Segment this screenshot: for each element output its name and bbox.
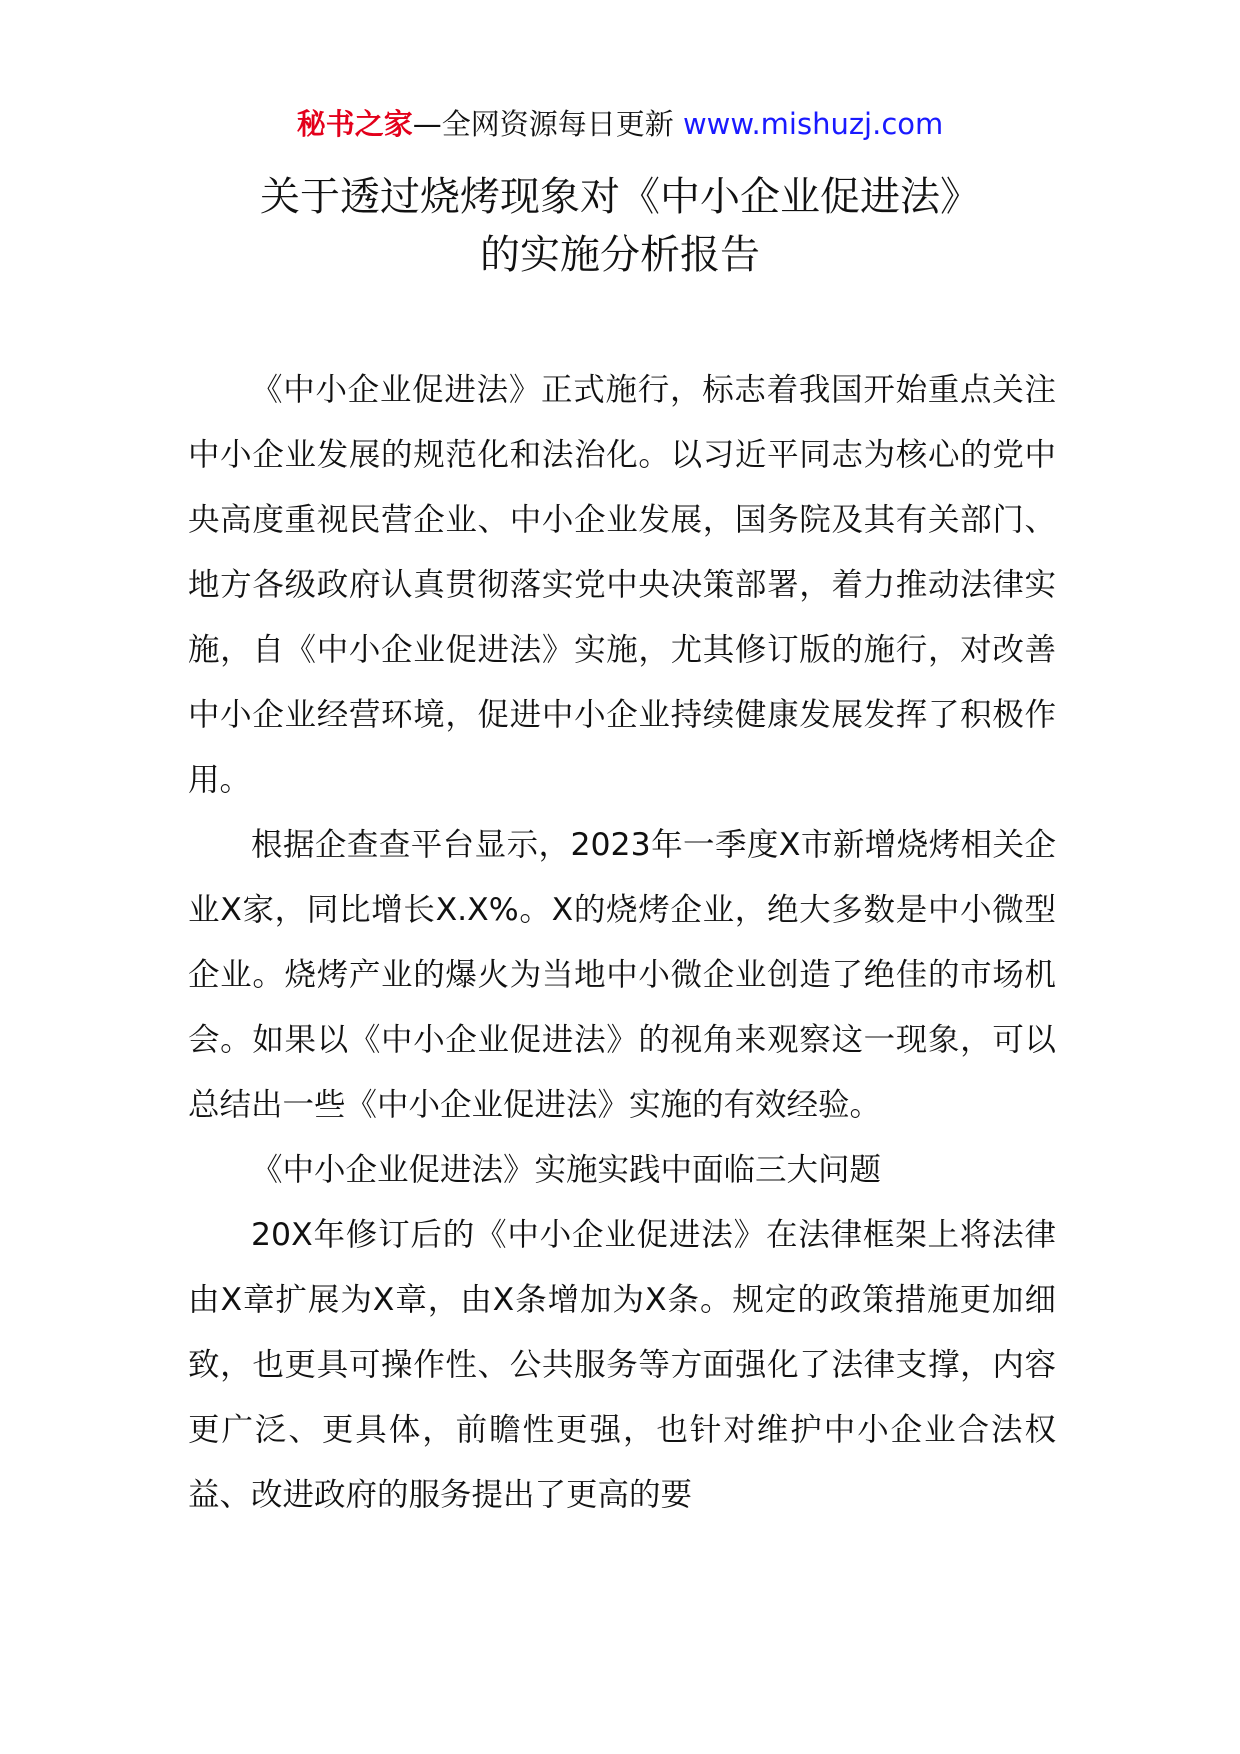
title-line-2: 的实施分析报告 bbox=[480, 232, 760, 278]
body-paragraph-2: 根据企查查平台显示，2023年一季度X市新增烧烤相关企业X家，同比增长X.X%。X的烧烤企业，绝大多数是中小微型企业。烧烤产业的爆火为当地中小微企业创造了绝佳的市场机会。如果以《中小企业促进法》的视角来观察这一现象，可以总结出一些《中小企业促进法》实施的有效经验。 bbox=[188, 827, 1056, 1123]
title-line-1: 关于透过烧烤现象对《中小企业促进法》 bbox=[260, 174, 980, 220]
section-heading: 《中小企业促进法》实施实践中面临三大问题 bbox=[251, 1152, 882, 1188]
site-banner bbox=[0, 104, 1240, 144]
site-slogan: —全网资源每日更新 bbox=[412, 107, 674, 141]
document-body bbox=[188, 358, 1056, 1528]
body-paragraph-3: 20X年修订后的《中小企业促进法》在法律框架上将法律由X章扩展为X章，由X条增加为X条。规定的政策措施更加细致，也更具可操作性、公共服务等方面强化了法律支撑，内容更广泛、更具体，前瞻性更强，也针对维护中小企业合法权益、改进政府的服务提出了更高的要 bbox=[188, 1217, 1056, 1513]
site-url-link[interactable]: www.mishuzj.com bbox=[682, 107, 944, 141]
document-title bbox=[0, 168, 1240, 284]
site-brand: 秘书之家 bbox=[296, 107, 413, 141]
body-paragraph-1: 《中小企业促进法》正式施行，标志着我国开始重点关注中小企业发展的规范化和法治化。以习近平同志为核心的党中央高度重视民营企业、中小企业发展，国务院及其有关部门、地方各级政府认真贯彻落实党中央决策部署，着力推动法律实施，自《中小企业促进法》实施，尤其修订版的施行，对改善中小企业经营环境，促进中小企业持续健康发展发挥了积极作用。 bbox=[188, 372, 1056, 798]
